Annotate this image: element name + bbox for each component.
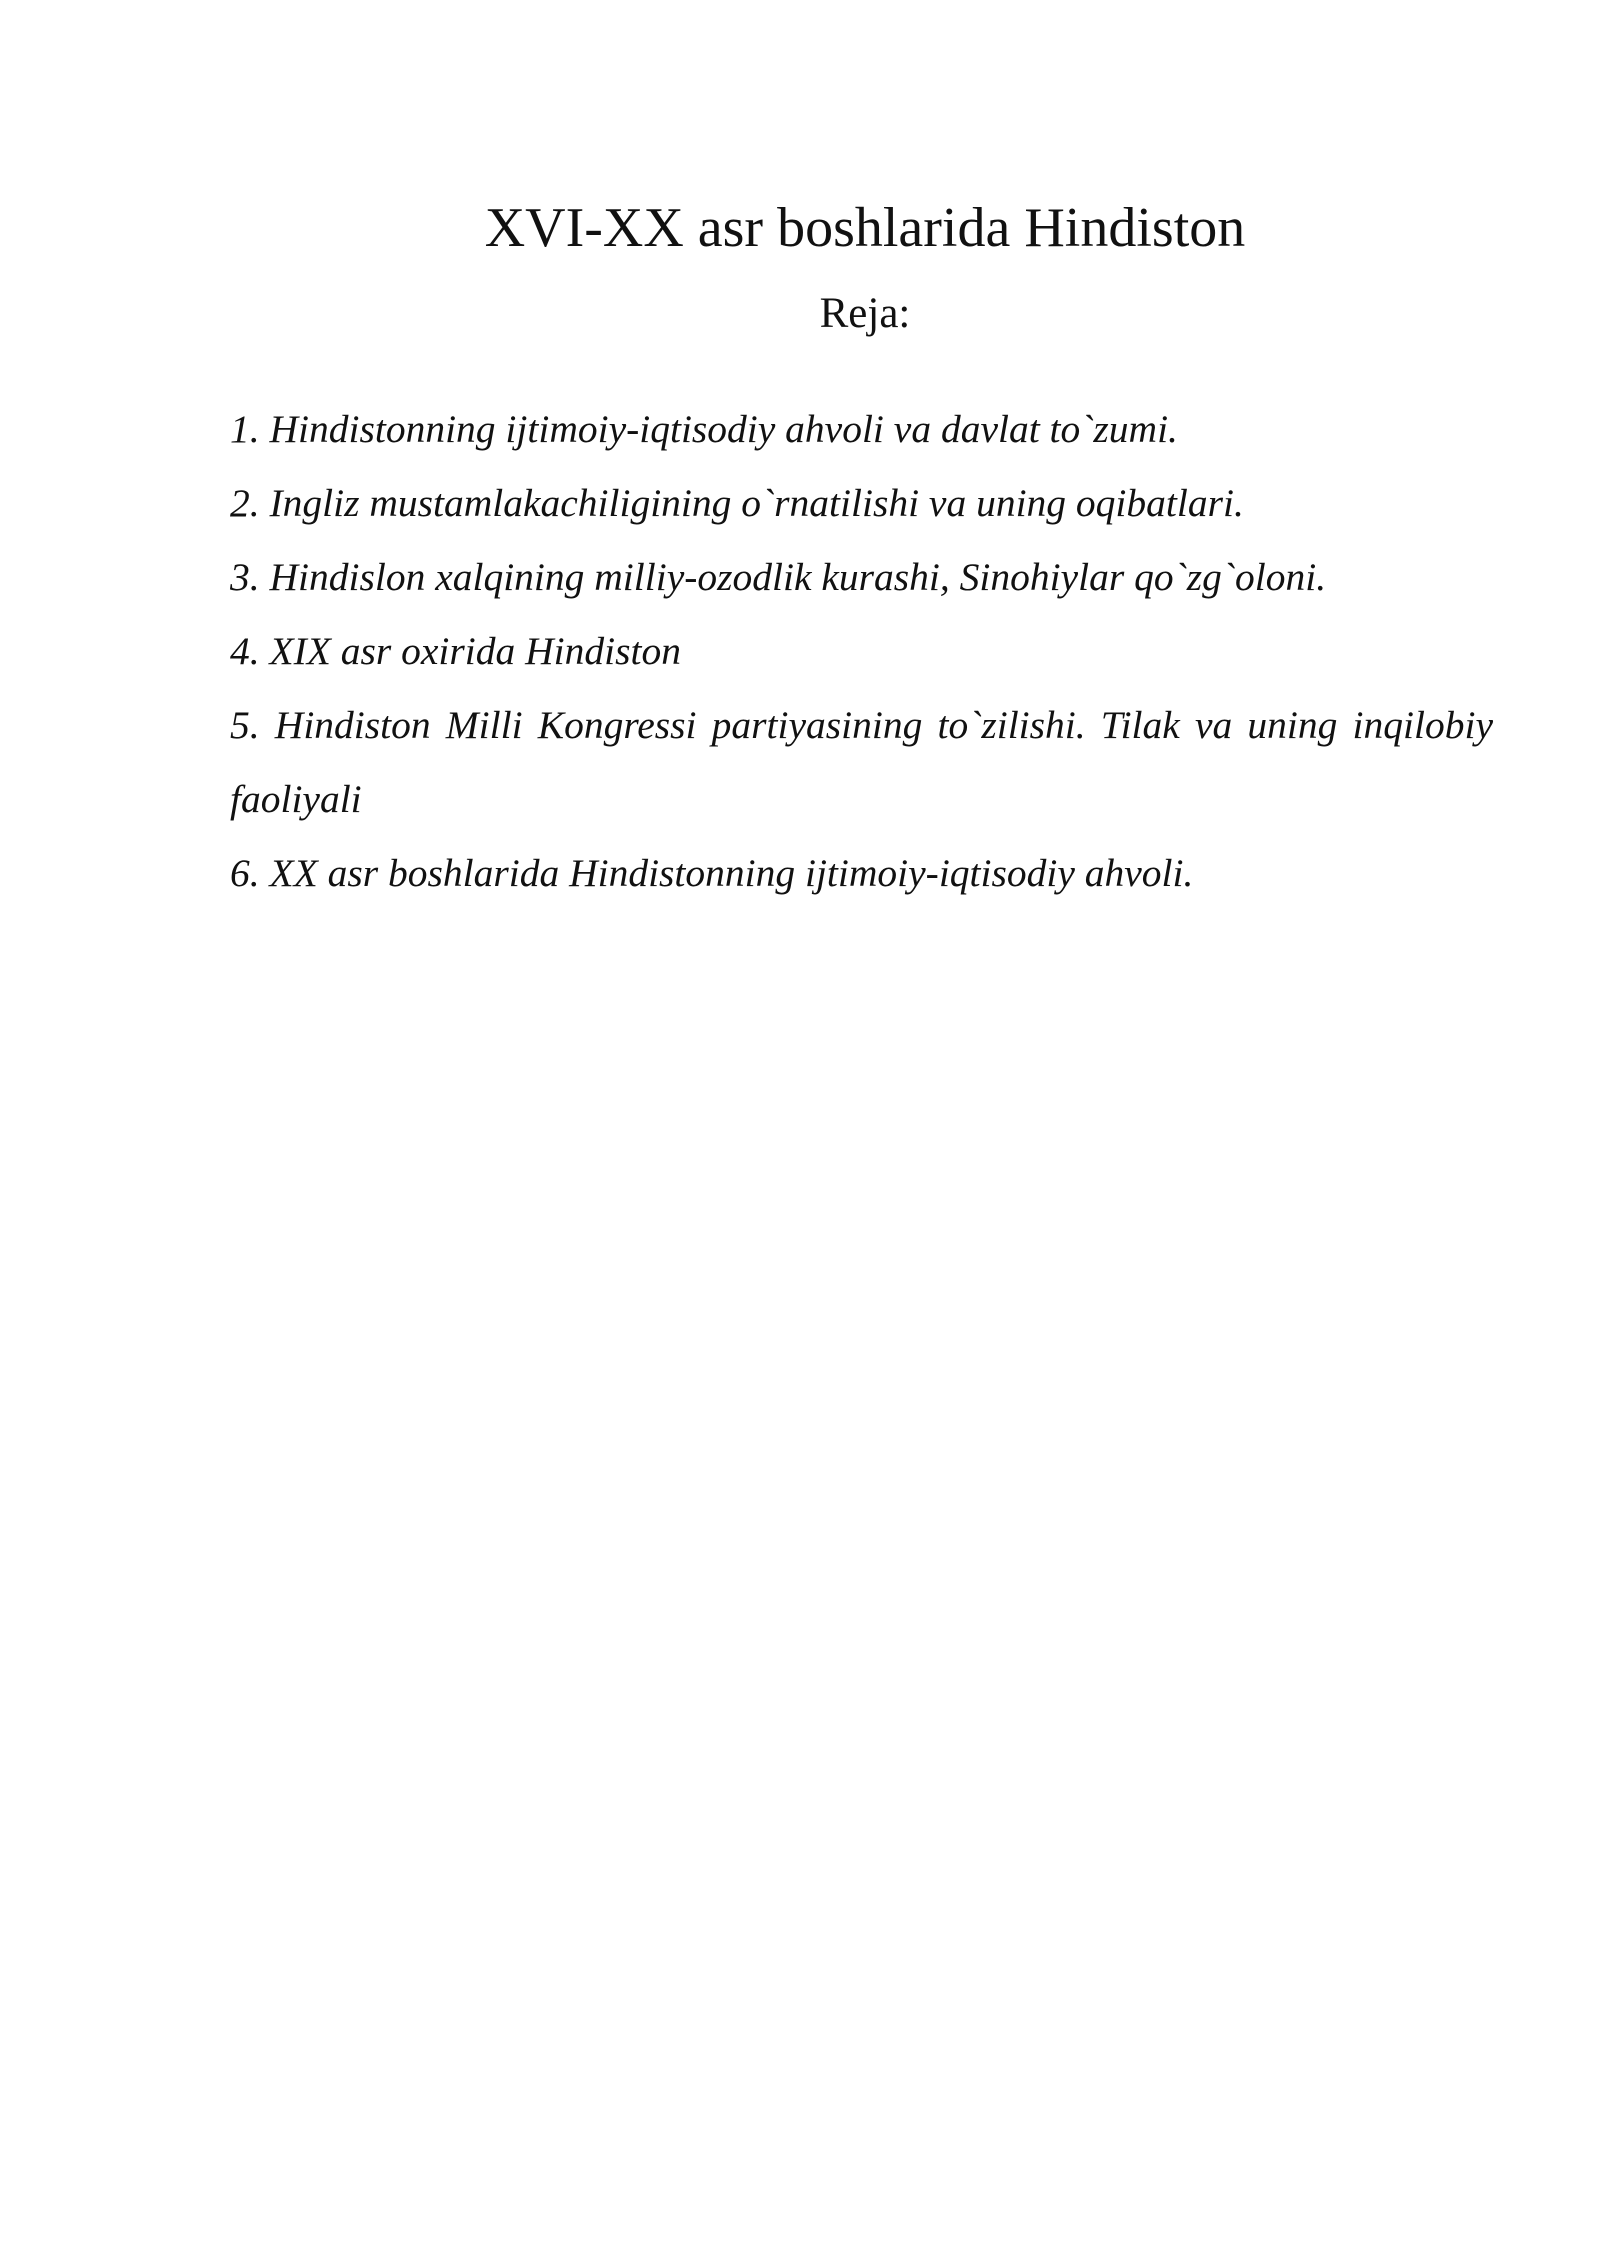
plan-item: 5. Hindiston Milli Kongressi partiyasining to`zilishi. Tilak va uning inqilobiy faoliyali — [230, 703, 1493, 821]
plan-item: 3. Hindislon xalqining milliy-ozodlik kurashi, Sinohiylar qo`zg`oloni. — [230, 555, 1327, 599]
plan-list — [230, 392, 1493, 910]
plan-heading: Reja: — [819, 290, 911, 337]
plan-item: 6. XX asr boshlarida Hindistonning ijtimoiy-iqtisodiy ahvoli. — [230, 851, 1194, 895]
plan-item: 2. Ingliz mustamlakachiligining o`rnatilishi va uning oqibatlari. — [230, 481, 1244, 525]
plan-item: 4. XIX asr oxirida Hindiston — [230, 629, 681, 673]
plan-item: 1. Hindistonning ijtimoiy-iqtisodiy ahvoli va davlat to`zumi. — [230, 407, 1178, 451]
document-title: XVI-XX asr boshlarida Hindiston — [484, 196, 1246, 259]
